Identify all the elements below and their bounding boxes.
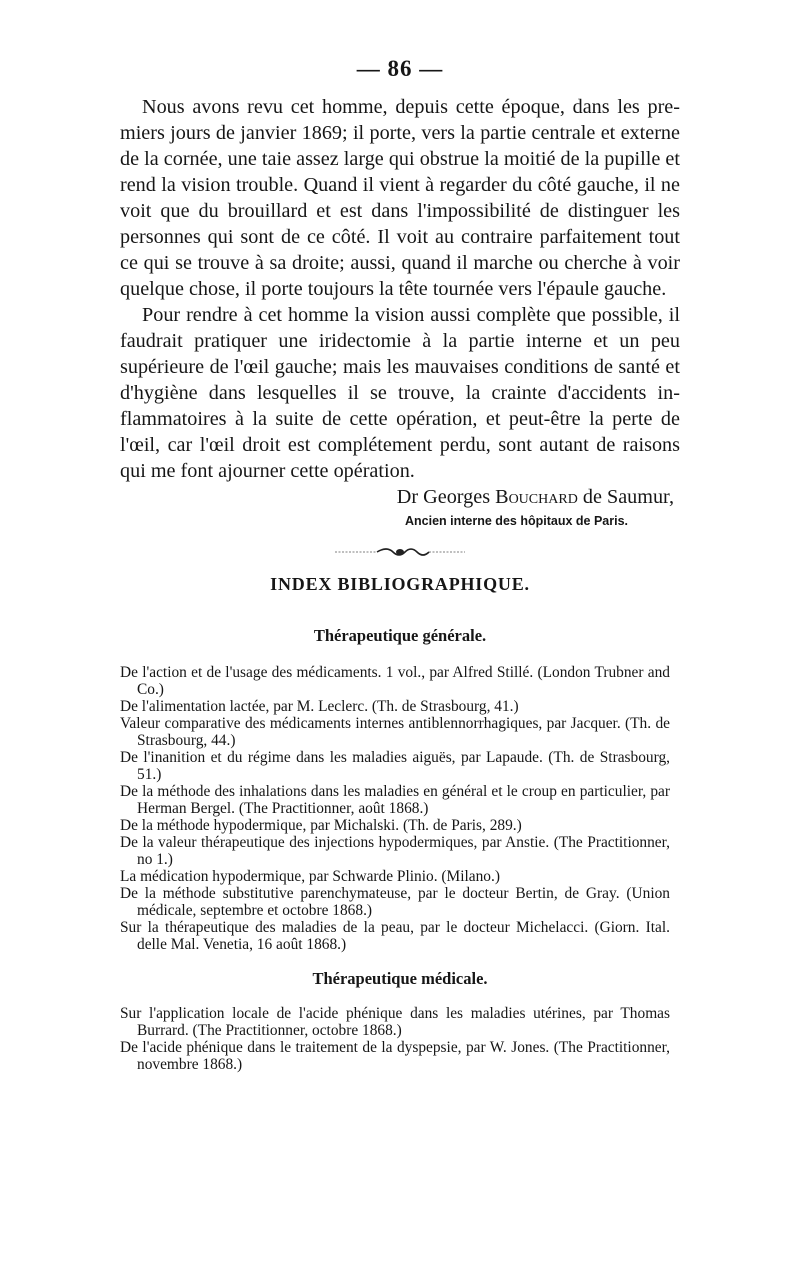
signature-affiliation: Ancien interne des hôpitaux de Paris. [405,514,628,528]
bibliography-list-generale [120,664,670,953]
bibliography-entry: La médication hypodermique, par Schwarde Plinio. (Milano.) [120,868,500,885]
page [120,56,680,1073]
bibliography-entry: De la méthode des inhalations dans les maladies en général et le croup en particulier, par Herman Bergel. (The Practitionner, août 1868.) [120,783,670,817]
bibliography-entry: De la méthode hypodermique, par Michalski. (Th. de Paris, 289.) [120,817,522,834]
bibliography-entry: Valeur comparative des médicaments internes antiblennorrhagiques, par Jacquer. (Th. de Strasbourg, 44.) [120,715,670,749]
body-paragraph-1: Nous avons revu cet homme, depuis cette époque, dans les premiers jours de janvier 1869; il porte, vers la partie centrale et externe de la cornée, une taie assez large qui obstrue la moitié de la pupille et rend la vision trouble. Quand il vient à regarder du côté gauche, il ne voit que du brouillard et est dans l'impossibilité de distinguer les personnes qui sont de ce côté. Il voit au contraire parfaitement tout ce qui se trouve à sa droite; aussi, quand il marche ou cherche à voir quelque chose, il porte toujours la tête tournée vers l'épaule gauche. [120,96,680,300]
bibliography-entry: De l'acide phénique dans le traitement de la dyspepsie, par W. Jones. (The Practitionner, novembre 1868.) [120,1039,670,1073]
bibliography-entry: Sur l'application locale de l'acide phénique dans les maladies utérines, par Thomas Burrard. (The Practitionner, octobre 1868.) [120,1005,670,1039]
bibliography-list-medicale [120,1005,670,1073]
page-number: — 86 — [356,56,444,81]
signature [120,484,680,510]
bibliography-entry: Sur la thérapeutique des maladies de la peau, par le docteur Michelacci. (Giorn. Ital. delle Mal. Venetia, 16 août 1868.) [120,919,670,953]
bibliography-entry: De l'inanition et du régime dans les maladies aiguës, par Lapaude. (Th. de Strasbourg, 51.) [120,749,670,783]
bibliography-entry: De l'alimentation lactée, par M. Leclerc. (Th. de Strasbourg, 41.) [120,698,519,715]
ornament-divider [335,546,465,558]
section-heading-therapeutique-medicale: Thérapeutique médicale. [312,969,488,988]
bibliography-entry: De la valeur thérapeutique des injections hypodermiques, par Anstie. (The Practitionner, no 1.) [120,834,670,868]
bibliography-entry: De la méthode substitutive parenchymateuse, par le docteur Bertin, de Gray. (Union médicale, septembre et octobre 1868.) [120,885,670,919]
signature-place: de Saumur, [582,486,674,508]
index-title: INDEX BIBLIOGRAPHIQUE. [270,574,530,594]
signature-surname: Bouchard [495,486,578,508]
bibliography-entry: De l'action et de l'usage des médicaments. 1 vol., par Alfred Stillé. (London Trubner and Co.) [120,664,670,698]
signature-title: Dr [396,486,419,508]
section-heading-therapeutique-generale: Thérapeutique générale. [313,626,487,645]
body-paragraph-2: Pour rendre à cet homme la vision aussi complète que possible, il faudrait pratiquer une iridectomie à la partie interne et un peu supérieure de l'œil gauche; mais les mauvaises conditions de santé et d'hygiène dans lesquelles il se trouve, la crainte d'accidents inflammatoires à la suite de cette opération, et peut-être la perte de l'œil, car l'œil droit est complétement perdu, sont autant de raisons qui me font ajourner cette opération. [120,304,680,482]
signature-first-name: Georges [423,486,491,508]
